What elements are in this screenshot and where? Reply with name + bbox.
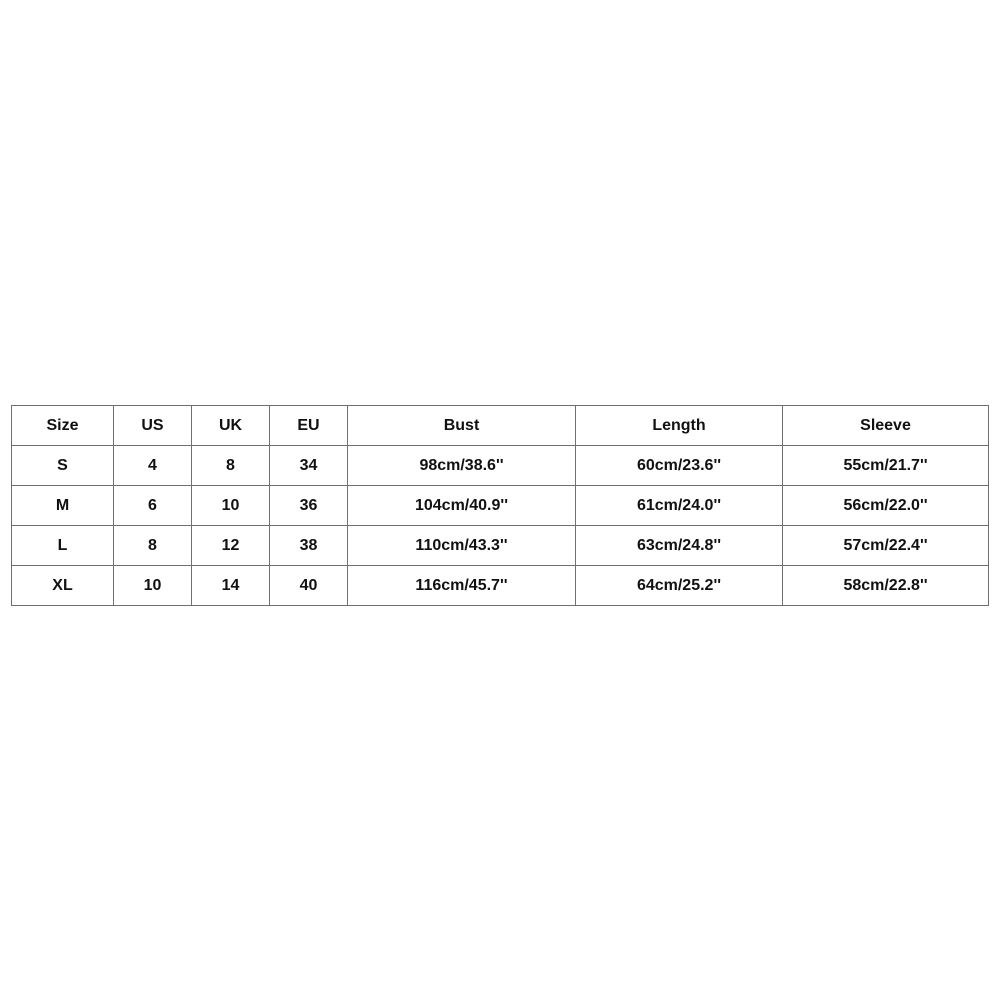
table-row	[12, 566, 989, 606]
cell-us: 6	[114, 486, 192, 526]
cell-bust: 98cm/38.6''	[348, 446, 576, 486]
header-uk: UK	[192, 406, 270, 446]
cell-length: 60cm/23.6''	[576, 446, 783, 486]
cell-eu: 36	[270, 486, 348, 526]
table-row	[12, 486, 989, 526]
cell-sleeve: 58cm/22.8''	[783, 566, 989, 606]
cell-uk: 14	[192, 566, 270, 606]
cell-sleeve: 56cm/22.0''	[783, 486, 989, 526]
cell-size: S	[12, 446, 114, 486]
size-chart-table	[11, 405, 989, 606]
cell-us: 10	[114, 566, 192, 606]
cell-sleeve: 55cm/21.7''	[783, 446, 989, 486]
cell-eu: 34	[270, 446, 348, 486]
cell-uk: 12	[192, 526, 270, 566]
cell-size: M	[12, 486, 114, 526]
cell-size: XL	[12, 566, 114, 606]
cell-sleeve: 57cm/22.4''	[783, 526, 989, 566]
cell-uk: 8	[192, 446, 270, 486]
cell-uk: 10	[192, 486, 270, 526]
header-us: US	[114, 406, 192, 446]
header-eu: EU	[270, 406, 348, 446]
cell-us: 8	[114, 526, 192, 566]
header-length: Length	[576, 406, 783, 446]
table-row	[12, 446, 989, 486]
header-sleeve: Sleeve	[783, 406, 989, 446]
cell-eu: 38	[270, 526, 348, 566]
header-bust: Bust	[348, 406, 576, 446]
table-row	[12, 526, 989, 566]
cell-bust: 110cm/43.3''	[348, 526, 576, 566]
cell-size: L	[12, 526, 114, 566]
header-size: Size	[12, 406, 114, 446]
cell-eu: 40	[270, 566, 348, 606]
cell-length: 63cm/24.8''	[576, 526, 783, 566]
header-row	[12, 406, 989, 446]
cell-bust: 104cm/40.9''	[348, 486, 576, 526]
cell-us: 4	[114, 446, 192, 486]
cell-length: 64cm/25.2''	[576, 566, 783, 606]
cell-bust: 116cm/45.7''	[348, 566, 576, 606]
cell-length: 61cm/24.0''	[576, 486, 783, 526]
